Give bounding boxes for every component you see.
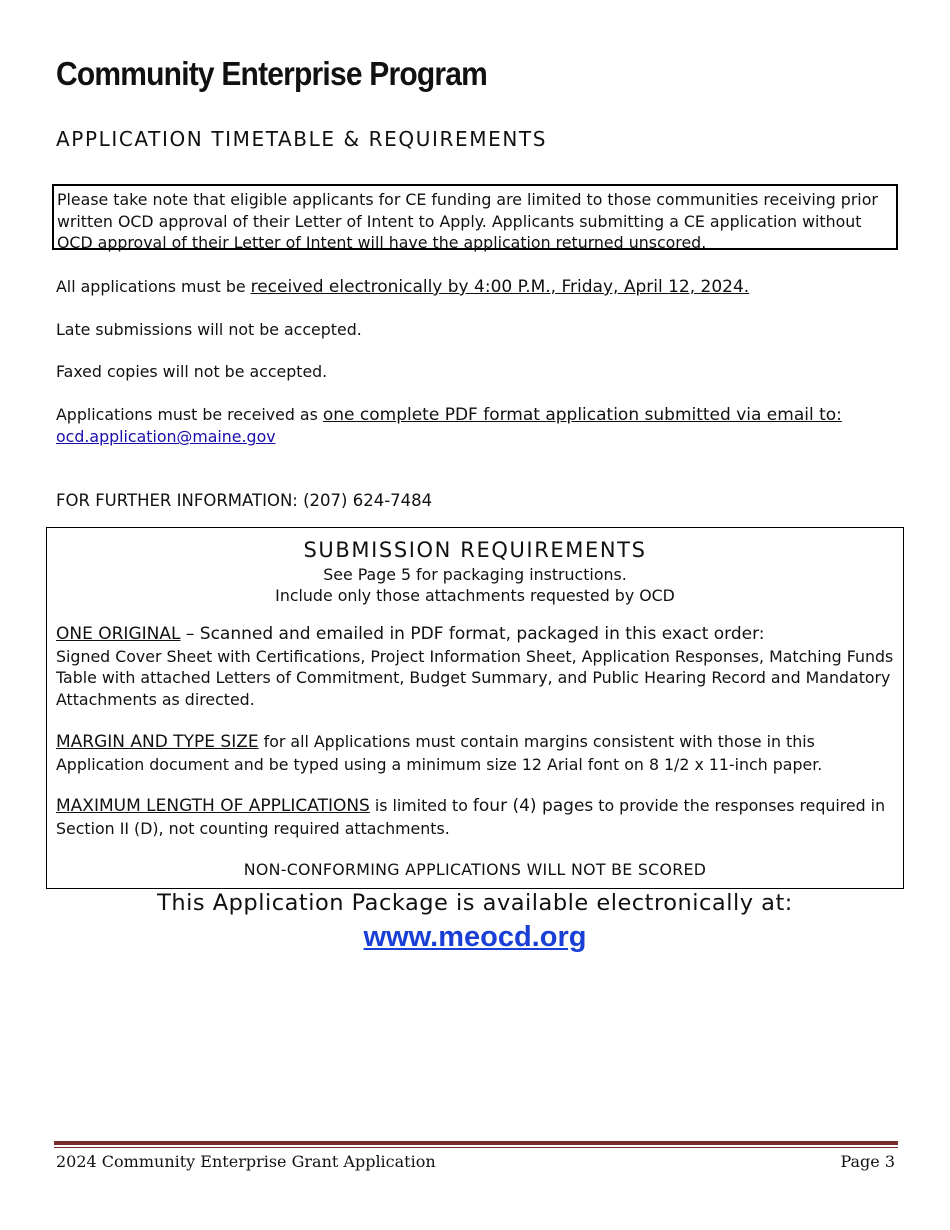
footer-rule-thick xyxy=(54,1141,898,1145)
email-link[interactable]: ocd.application@maine.gov xyxy=(56,427,276,446)
max-length-text-a: is limited to xyxy=(369,796,473,815)
requirements-packaging-note: See Page 5 for packaging instructions. xyxy=(323,565,627,584)
deadline-line xyxy=(56,276,749,298)
margin-type-section xyxy=(56,731,896,775)
one-original-dash: – xyxy=(180,624,200,644)
late-submissions-note: Late submissions will not be accepted. xyxy=(56,320,362,339)
margin-type-label: MARGIN AND TYPE SIZE xyxy=(56,732,259,752)
website-link[interactable]: www.meocd.org xyxy=(363,921,587,953)
availability-text: This Application Package is available electronically at: xyxy=(157,890,793,916)
max-length-label: MAXIMUM LENGTH OF APPLICATIONS xyxy=(56,796,370,816)
footer-document-title: 2024 Community Enterprise Grant Application xyxy=(56,1152,436,1171)
margin-type-text: for all Applications must contain margins consistent with those in this Application document and be typed using a minimum size 12 Arial font on 8 1/2 x 11-inch paper. xyxy=(56,732,823,774)
further-info: FOR FURTHER INFORMATION: (207) 624-7484 xyxy=(56,491,433,510)
max-length-pages: four (4) pages xyxy=(472,796,594,816)
requirements-attachments-note: Include only those attachments requested by OCD xyxy=(275,586,675,605)
one-original-list: Signed Cover Sheet with Certifications, Project Information Sheet, Application Responses, Matching Funds Table with attached Letters of Commitment, Budget Summary, and Public Hearing Record and Mandatory Attachments as directed. xyxy=(56,646,894,709)
requirements-title: SUBMISSION REQUIREMENTS xyxy=(303,538,647,562)
page-title: Community Enterprise Program xyxy=(56,56,488,93)
nonconforming-warning: NON-CONFORMING APPLICATIONS WILL NOT BE SCORED xyxy=(243,860,707,879)
deadline-emphasis: received electronically by 4:00 P.M., Friday, April 12, 2024. xyxy=(250,277,750,297)
max-length-section xyxy=(56,795,896,839)
section-subtitle: APPLICATION TIMETABLE & REQUIREMENTS xyxy=(56,127,547,151)
footer-rule-thin xyxy=(54,1147,898,1148)
deadline-prefix: All applications must be xyxy=(56,277,251,296)
faxed-copies-note: Faxed copies will not be accepted. xyxy=(56,362,328,381)
one-original-lead: Scanned and emailed in PDF format, packaged in this exact order: xyxy=(199,624,765,644)
eligibility-notice-text: Please take note that eligible applicants for CE funding are limited to those communities receiving prior written OCD approval of their Letter of Intent to Apply. Applicants submitting a CE application without OCD approval of their Letter of Intent will have the application returned unscored. xyxy=(57,190,878,252)
max-length-text-c: to provide the responses required in Section II (D), not counting required attachments. xyxy=(56,796,886,838)
submission-requirements-box xyxy=(46,527,904,889)
format-line xyxy=(56,404,896,448)
eligibility-notice-box xyxy=(52,184,898,250)
one-original-section xyxy=(56,623,896,710)
one-original-label: ONE ORIGINAL xyxy=(56,624,181,644)
format-prefix: Applications must be received as xyxy=(56,405,323,424)
website-url xyxy=(0,921,950,954)
format-emphasis: one complete PDF format application submitted via email to: xyxy=(322,405,842,425)
footer-page-number: Page 3 xyxy=(840,1152,895,1171)
